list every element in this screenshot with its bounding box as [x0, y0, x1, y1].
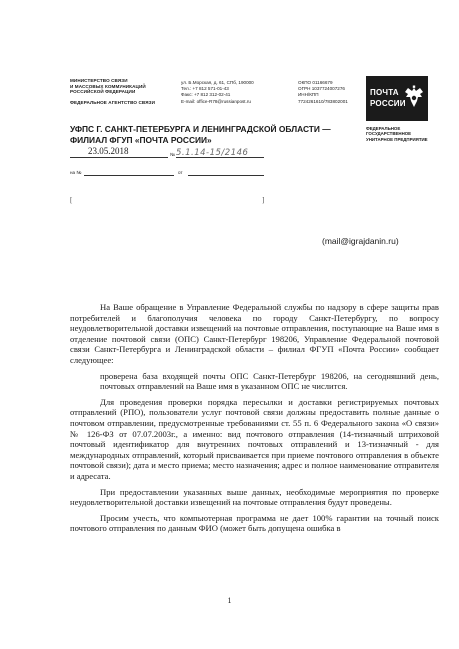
logo-caption-line-2: УНИТАРНОЕ ПРЕДПРИЯТИЕ [366, 136, 428, 142]
on-number-underline [84, 175, 174, 176]
double-headed-eagle-icon [403, 85, 425, 111]
number-label: № [170, 152, 175, 157]
paragraph-5: Просим учесть, что компьютерная программа не дает 100% гарантии на точный поиск почтового отправления по данным ФИО (может быть допущена ошибка в [70, 512, 439, 534]
document-date: 23.05.2018 [88, 146, 129, 156]
on-number-label: на № [70, 170, 82, 175]
paragraph-3: Для проведения проверки порядка пересылки и доставки регистрируемых почтовых отправлений (РПО), пользователи услуг почтовой связи должны предоставить полные данные о почтовом отправлении, предусмотренные требованиями ст. 55 п. 6 Федерального закона «О связи» № 126-ФЗ от 07.07.2003г., а именно: вид почтового отправления (14-тизначный штриховой почтовый идентификатор для внутренних почтовых отправлений и 13-тизначный - для международных отправлений, который присваивается при приеме почтового отправления в объекте почтовой связи); дата и место приема; место назначения; адрес и полное наименование отправителя и адресата. [70, 396, 439, 481]
code-line-2: ОГРН 1037724007276 [298, 86, 345, 92]
address-block [181, 80, 289, 105]
paragraph-1: На Ваше обращение в Управление Федеральной службы по надзору в сфере защиты прав потребителей и благополучия человека по городу Санкт-Петербургу, по вопросу неудовлетворительной доставки извещений на почтовые отправления, поступающие на Ваше имя в отделение почтовой связи (ОПС) Санкт-Петербург 198206, Управление Федеральной почтовой связи Санкт-Петербурга и Ленинградской области – филиал ФГУП «Почта России» сообщает следующее: [70, 302, 439, 365]
logo-word-1: ПОЧТА [370, 88, 399, 97]
paragraph-4: При предоставлении указанных выше данных, необходимые мероприятия по проверке неудовлетворительной доставки извещений на почтовые отправления будут проведены. [70, 486, 439, 508]
corner-mark-left: [ [70, 196, 73, 204]
code-line-1: ОКПО 01166679 [298, 80, 333, 85]
address-line-4: E-mail: office-R78@russianpost.ru [181, 98, 251, 104]
date-underline [70, 157, 168, 158]
from-underline [188, 175, 264, 176]
paragraph-2: проверена база входящей почты ОПС Санкт-Петербург 198206, на сегодняшний день, почтовых отправлений на Ваше имя в указанном ОПС не числится. [100, 370, 439, 392]
codes-block [298, 80, 360, 105]
from-label: от [178, 170, 183, 175]
ministry-line-1: МИНИСТЕРСТВО СВЯЗИ [70, 78, 128, 83]
branch-title-line-2: ФИЛИАЛ ФГУП «ПОЧТА РОССИИ» [70, 134, 212, 145]
page-number: 1 [227, 596, 232, 605]
outgoing-number: 5.1.14-15/2146 [176, 148, 249, 158]
ministry-block [70, 78, 176, 105]
corner-mark-right: ] [262, 196, 265, 204]
address-line-2: Тел.: +7 812 571-01-43 [181, 86, 229, 92]
logo-caption [366, 126, 436, 142]
agency-name: ФЕДЕРАЛЬНОЕ АГЕНТСТВО СВЯЗИ [70, 99, 155, 105]
ministry-line-2: И МАССОВЫХ КОММУНИКАЦИЙ [70, 83, 146, 89]
recipient-email: (mail@igrajdanin.ru) [322, 236, 399, 246]
letter-body [70, 302, 439, 534]
logo-word-2: РОССИИ [370, 99, 406, 108]
address-line-3: Факс: +7 812 312-02-41 [181, 92, 231, 98]
logo-caption-line-1: ФЕДЕРАЛЬНОЕ ГОСУДАРСТВЕННОЕ [366, 126, 412, 137]
address-line-1: ул. Б.Морская, д. 61, СПб, 190000 [181, 80, 254, 85]
code-line-4: 7724261610/783802001 [298, 98, 348, 104]
ministry-line-3: РОССИЙСКОЙ ФЕДЕРАЦИИ [70, 89, 136, 95]
pochta-rossii-logo [366, 76, 428, 121]
branch-title-line-1: УФПС Г. САНКТ-ПЕТЕРБУРГА И ЛЕНИНГРАДСКОЙ ОБЛАСТИ — [70, 124, 331, 134]
branch-title [70, 124, 360, 145]
number-underline [176, 157, 264, 158]
code-line-3: ИНН/КПП [298, 92, 319, 98]
